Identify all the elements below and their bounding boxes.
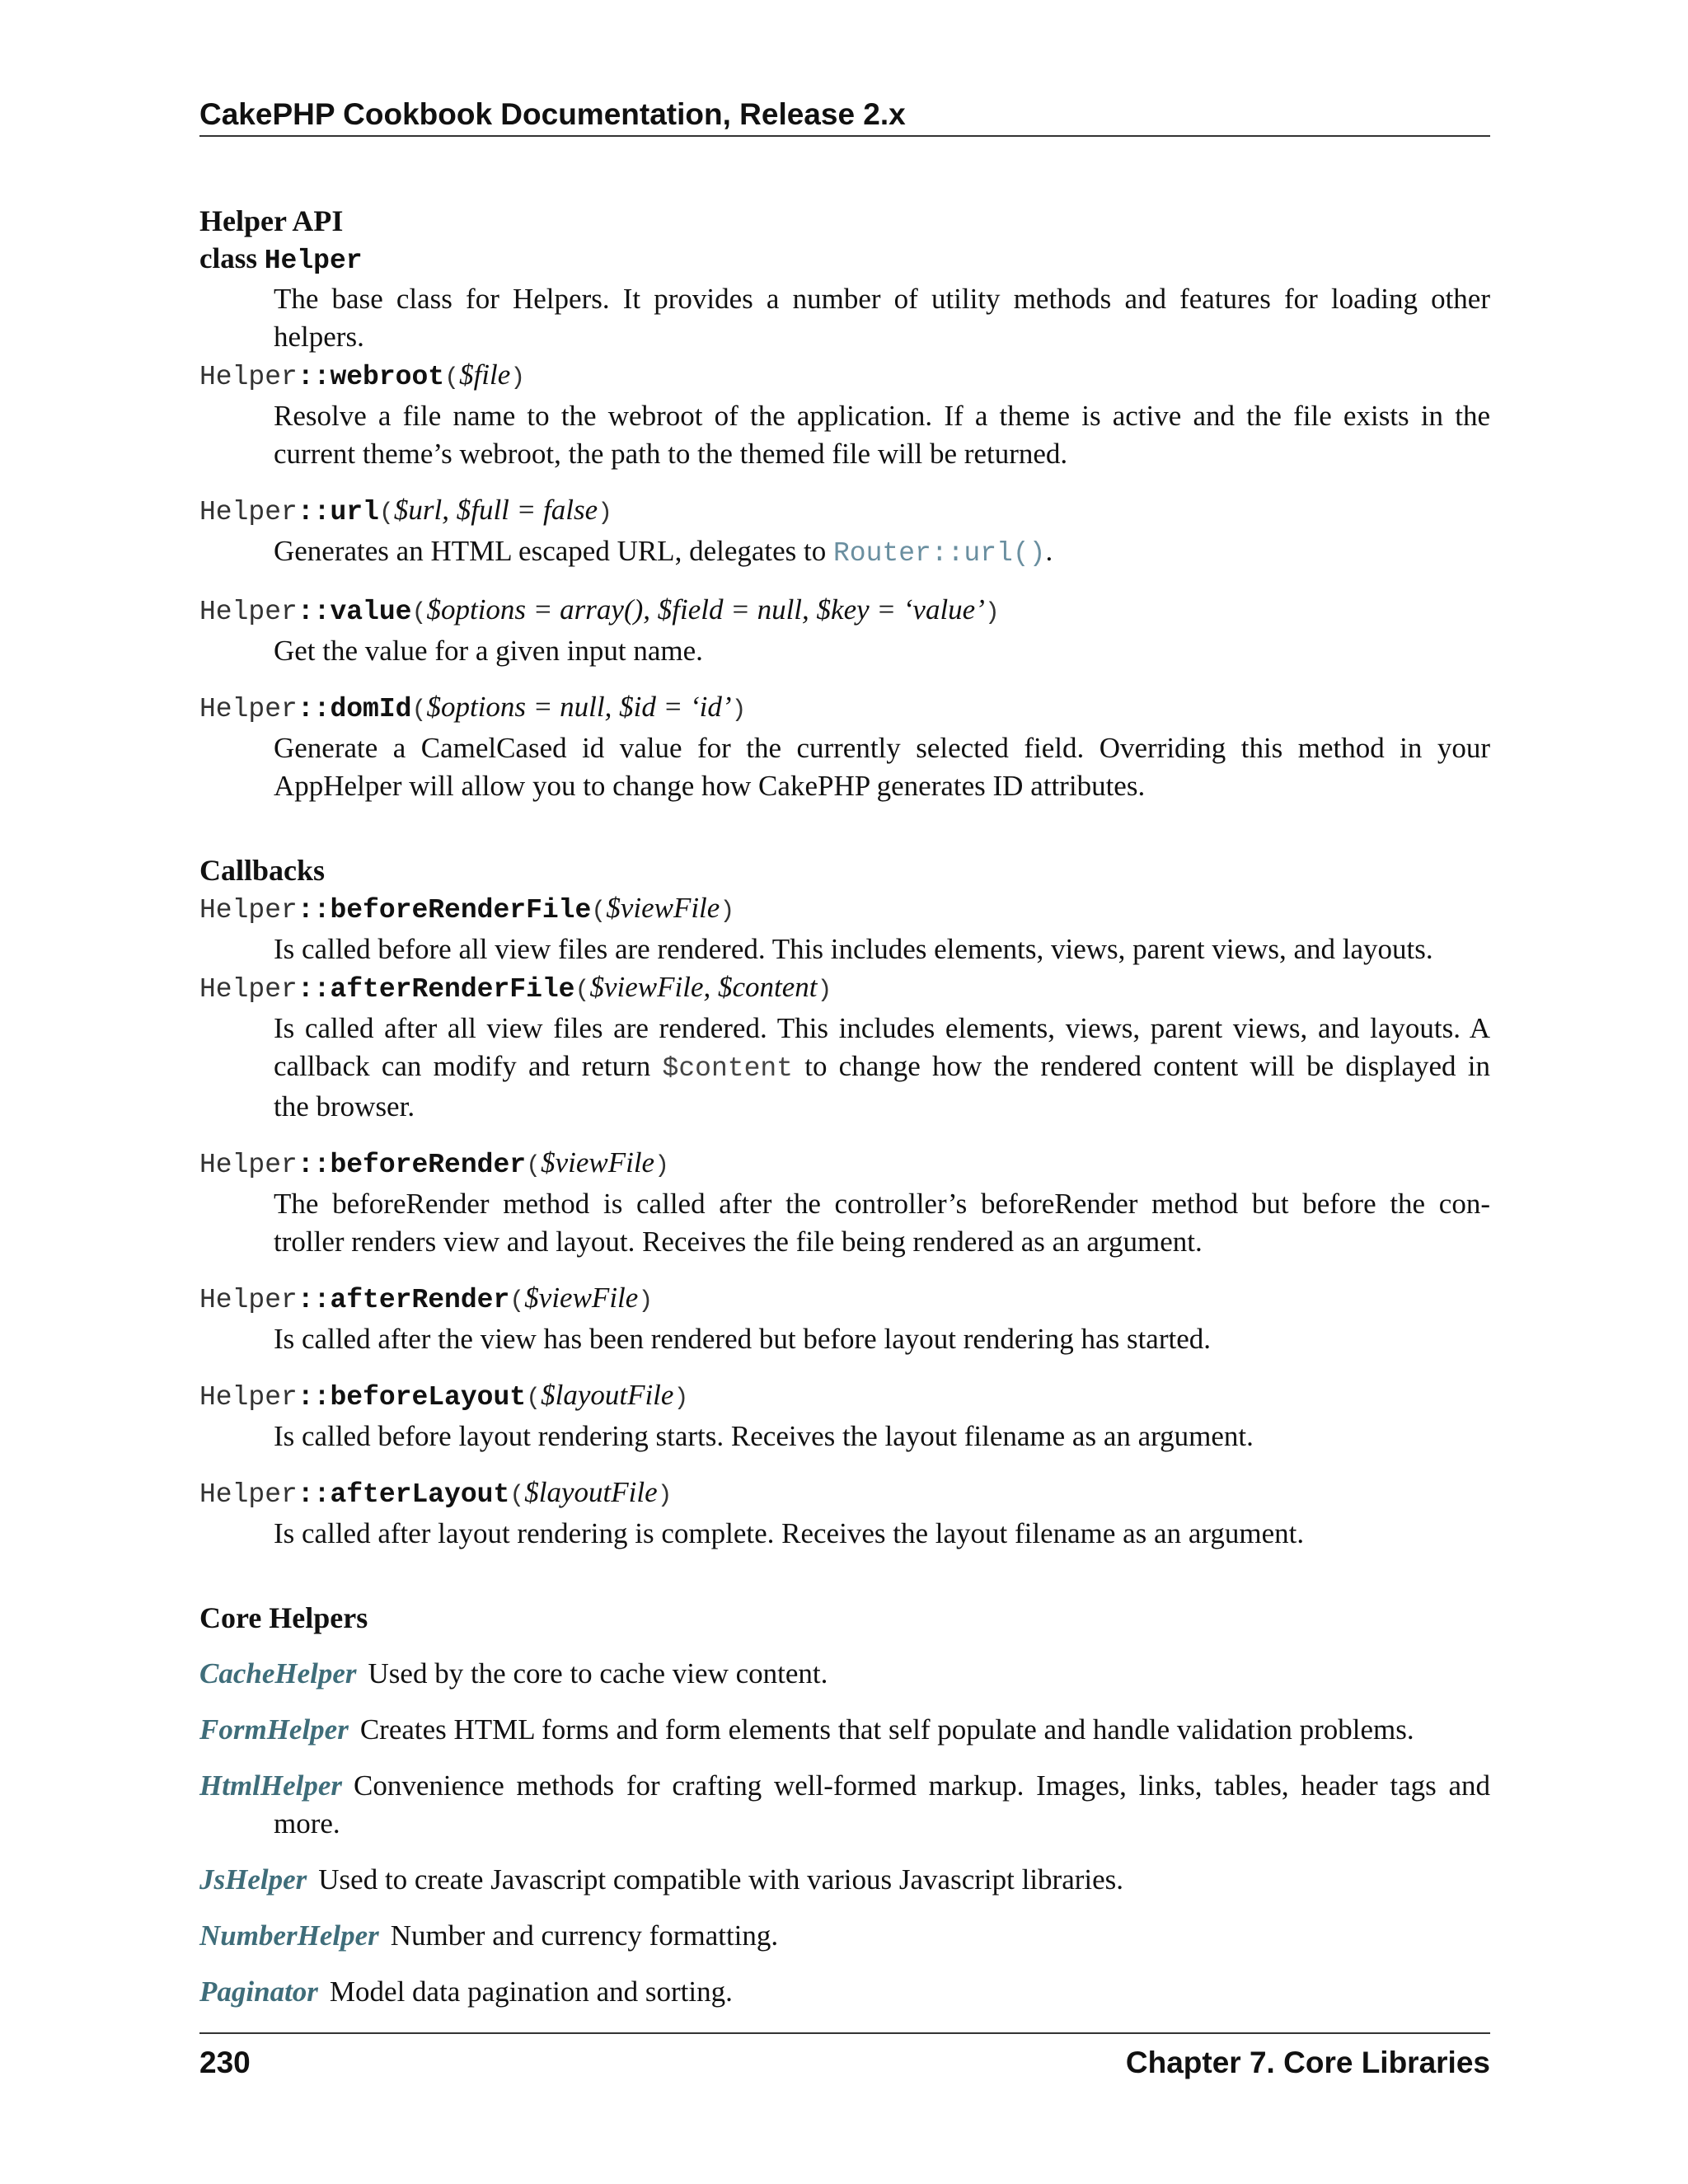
method-params: $options = array(), $field = null, $key = ‘value’	[426, 593, 985, 626]
running-header	[199, 94, 1490, 137]
method-signature: Helper::webroot($file)	[199, 359, 526, 392]
method-description: The beforeRender method is called after the controller’s beforeRender method but before the con- troller renders view and layout. Receives the file being rendered as an argument.	[274, 1188, 1490, 1258]
chapter-title: Chapter 7. Core Libraries	[1125, 2046, 1490, 2079]
method-params: $file	[459, 359, 511, 391]
method-params: $options = null, $id = ‘id’	[426, 691, 732, 723]
method-signature: Helper::beforeLayout($layoutFile)	[199, 1379, 689, 1413]
method-description: Is called before all view files are rendered. This includes elements, views, parent views, and layouts.	[274, 933, 1433, 965]
method-description: Get the value for a given input name.	[274, 635, 703, 667]
helper-api-section	[199, 202, 1490, 805]
method-name: afterRenderFile	[330, 974, 575, 1005]
method-signature: Helper::beforeRender($viewFile)	[199, 1146, 670, 1180]
method-signature: Helper::afterRenderFile($viewFile, $content)	[199, 971, 832, 1005]
method-params: $layoutFile	[524, 1476, 658, 1508]
list-item: Paginator Model data pagination and sorting.	[199, 1975, 733, 2008]
method-signature: Helper::url($url, $full = false)	[199, 494, 613, 527]
method-params: $viewFile	[524, 1282, 639, 1314]
page-number: 230	[199, 2046, 251, 2079]
htmlhelper-link[interactable]: HtmlHelper	[199, 1769, 343, 1802]
main-content	[199, 202, 1490, 2029]
method-name: domId	[330, 694, 412, 724]
method-description: Is called after layout rendering is complete. Receives the layout filename as an argument.	[274, 1517, 1305, 1549]
method-description: Is called before layout rendering starts. Receives the layout filename as an argument.	[274, 1420, 1254, 1452]
method-beforelayout	[199, 1376, 1490, 1455]
method-description: Resolve a file name to the webroot of the application. If a theme is active and the file exists in the current theme’s webroot, the path to the themed file will be returned.	[274, 400, 1490, 470]
method-afterrenderfile	[199, 968, 1490, 1126]
class-description: The base class for Helpers. It provides a number of utility methods and features for loading other helpers.	[274, 283, 1490, 353]
method-afterrender	[199, 1279, 1490, 1358]
jshelper-link[interactable]: JsHelper	[199, 1863, 307, 1896]
method-signature: Helper::afterLayout($layoutFile)	[199, 1476, 673, 1510]
content-variable: $content	[662, 1053, 793, 1084]
method-url	[199, 491, 1490, 573]
method-domid	[199, 688, 1490, 805]
list-item: NumberHelper Number and currency formatting.	[199, 1919, 779, 1952]
method-name: beforeLayout	[330, 1382, 527, 1413]
method-description: Is called after the view has been rendered but before layout rendering has started.	[274, 1323, 1212, 1355]
paginator-link[interactable]: Paginator	[199, 1975, 318, 2008]
method-description: Is called after all view files are rendered. This includes elements, views, parent views, and layouts. A callback can modify and return $content to change how the rendered content will be displayed in the browser.	[274, 1012, 1490, 1122]
method-description: Generates an HTML escaped URL, delegates to Router::url().	[274, 535, 1053, 569]
list-item: JsHelper Used to create Javascript compatible with various Javascript libraries.	[199, 1863, 1124, 1896]
header-title: CakePHP Cookbook Documentation, Release 2.x	[199, 97, 906, 131]
method-value	[199, 591, 1490, 670]
method-description: Generate a CamelCased id value for the currently selected field. Overriding this method in your AppHelper will allow you to change how CakePHP generates ID attributes.	[274, 732, 1490, 802]
method-params: $url, $full = false	[393, 494, 598, 526]
method-name: url	[330, 497, 379, 527]
method-webroot	[199, 356, 1490, 473]
method-signature: Helper::beforeRenderFile($viewFile)	[199, 892, 735, 926]
formhelper-link[interactable]: FormHelper	[199, 1713, 349, 1746]
class-signature	[199, 240, 1490, 280]
method-params: $viewFile	[606, 892, 720, 924]
section-title-core-helpers: Core Helpers	[199, 1601, 368, 1634]
cachehelper-link[interactable]: CacheHelper	[199, 1657, 357, 1690]
method-params: $viewFile	[541, 1146, 655, 1179]
method-signature: Helper::domId($options = null, $id = ‘id’)	[199, 691, 747, 724]
method-signature: Helper::afterRender($viewFile)	[199, 1282, 654, 1315]
method-beforerender	[199, 1144, 1490, 1261]
numberhelper-link[interactable]: NumberHelper	[199, 1919, 379, 1952]
method-name: afterLayout	[330, 1479, 510, 1510]
method-afterlayout	[199, 1474, 1490, 1553]
list-item: FormHelper Creates HTML forms and form elements that self populate and handle validation problems.	[199, 1713, 1414, 1746]
method-params: $layoutFile	[541, 1379, 674, 1411]
method-name: beforeRenderFile	[330, 895, 592, 926]
method-name: beforeRender	[330, 1150, 527, 1180]
section-title-helper-api: Helper API	[199, 204, 344, 237]
section-title-callbacks: Callbacks	[199, 854, 326, 887]
method-signature: Helper::value($options = array(), $field = null, $key = ‘value’)	[199, 593, 1000, 627]
method-beforerenderfile	[199, 889, 1490, 968]
method-name: value	[330, 597, 412, 627]
list-item: HtmlHelper Convenience methods for crafting well-formed markup. Images, links, tables, header tags and more.	[199, 1769, 1490, 1840]
class-name: Helper	[264, 246, 363, 276]
class-keyword: class	[199, 242, 257, 274]
callbacks-section	[199, 851, 1490, 1553]
method-name: afterRender	[330, 1285, 510, 1315]
page	[199, 0, 1490, 2184]
method-params: $viewFile, $content	[589, 971, 818, 1003]
method-name: webroot	[330, 362, 445, 392]
list-item: CacheHelper Used by the core to cache view content.	[199, 1657, 828, 1690]
running-footer	[199, 2032, 1490, 2079]
router-url-link[interactable]: Router::url()	[833, 538, 1046, 569]
